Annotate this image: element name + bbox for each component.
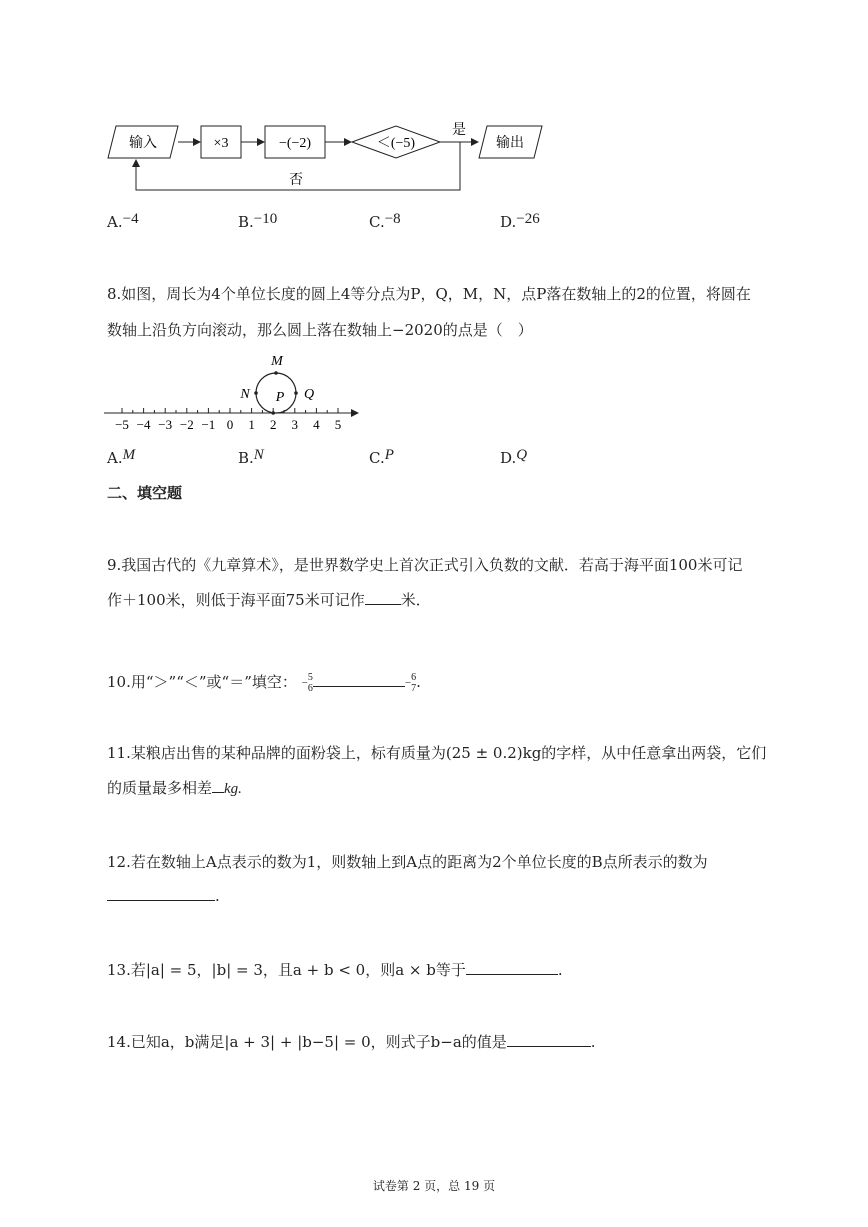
- q10-fraction-2: 6 7: [411, 672, 417, 694]
- times3-label: ×3: [213, 136, 229, 151]
- q14-answer-blank[interactable]: [507, 1032, 591, 1047]
- yes-label: 是: [452, 123, 466, 138]
- q7-option-b: B.−10: [238, 211, 278, 231]
- point-q-dot: [294, 391, 298, 395]
- q13-suffix: .: [557, 961, 563, 979]
- axis-tick-label: −2: [179, 417, 194, 432]
- axis-tick-label: −4: [136, 417, 151, 432]
- output-label: 输出: [496, 136, 524, 151]
- q14-suffix: .: [590, 1033, 596, 1051]
- point-m-label: M: [271, 354, 283, 369]
- axis-tick-label: −1: [201, 417, 216, 432]
- q13-text: 13.若|a| = 5，|b| = 3，且a + b < 0，则a × b等于: [107, 961, 466, 979]
- q12-line2: [107, 886, 220, 906]
- point-p-dot: [271, 411, 275, 415]
- point-q-label: Q: [303, 387, 315, 402]
- q8-option-d: D.Q: [500, 447, 528, 467]
- number-line-figure: [100, 348, 370, 434]
- q11-unit: kg.: [224, 781, 242, 797]
- q11-line1: 11.某粮店出售的某种品牌的面粉袋上，标有质量为(25 ± 0.2)kg的字样，从中任意拿出两袋，它们: [107, 744, 767, 762]
- point-p-label: P: [275, 390, 285, 405]
- axis-tick-label: 0: [226, 417, 234, 432]
- flowchart: [100, 118, 560, 198]
- q14-line: [107, 1032, 596, 1052]
- q10-fraction-1: 5 6: [307, 672, 313, 694]
- point-n-label: N: [240, 387, 250, 402]
- q7-option-a: A.−4: [107, 211, 139, 231]
- q8-option-b: B.N: [238, 447, 264, 467]
- q8-option-c: C.P: [369, 447, 394, 467]
- q10-prefix: 10.用“＞”“＜”或“＝”填空：: [107, 673, 297, 691]
- q11-answer-blank[interactable]: [212, 778, 224, 793]
- q8-line2: 数轴上沿负方向滚动，那么圆上落在数轴上−2020的点是（ ）: [107, 321, 533, 339]
- q11-line2-text: 的质量最多相差: [107, 779, 213, 797]
- no-label: 否: [289, 173, 303, 188]
- axis-tick-label: 2: [269, 417, 277, 432]
- q7-option-d: D.−26: [500, 211, 540, 231]
- axis-tick-label: 5: [334, 417, 342, 432]
- q9-line1: 9.我国古代的《九章算术》，是世界数学史上首次正式引入负数的文献．若高于海平面100米可记: [107, 556, 743, 574]
- axis-tick-label: 3: [291, 417, 299, 432]
- q10-line: 10.用“＞”“＜”或“＝”填空： − 5 6 − 6 7 .: [107, 664, 421, 700]
- q13-line: [107, 960, 563, 980]
- q10-answer-blank[interactable]: [313, 666, 405, 687]
- q9-line2-text: 作＋100米，则低于海平面75米可记作: [107, 591, 365, 609]
- section-title: 二、填空题: [107, 484, 183, 502]
- q12-line2-end: .: [215, 887, 220, 905]
- q9-answer-blank[interactable]: [365, 590, 401, 605]
- q7-option-c: C.−8: [369, 211, 401, 231]
- q14-text: 14.已知a，b满足|a + 3| + |b−5| = 0，则式子b−a的值是: [107, 1033, 507, 1051]
- axis-tick-label: −3: [158, 417, 173, 432]
- q9-line2: [107, 590, 431, 610]
- compare-label: ＜(−5): [376, 136, 416, 151]
- q12-line1: 12.若在数轴上A点表示的数为1，则数轴上到A点的距离为2个单位长度的B点所表示的数为: [107, 853, 708, 871]
- q8-line1: 8.如图，周长为4个单位长度的圆上4等分点为P，Q，M，N，点P落在数轴上的2的位置，将圆在: [107, 285, 751, 303]
- q10-suffix: .: [416, 673, 421, 691]
- q11-line2: [107, 778, 242, 799]
- q12-answer-blank[interactable]: [107, 886, 215, 901]
- q8-option-a: A.M: [107, 447, 136, 467]
- minus-label: −(−2): [278, 136, 312, 151]
- input-label: 输入: [129, 136, 157, 151]
- q9-line2-suffix: 米．: [400, 591, 431, 609]
- q13-answer-blank[interactable]: [466, 960, 558, 975]
- point-m-dot: [274, 371, 278, 375]
- page-footer: 试卷第 2 页，总 19 页: [372, 1179, 496, 1193]
- axis-tick-label: 4: [313, 417, 320, 432]
- axis-tick-label: −5: [115, 417, 129, 432]
- point-n-dot: [254, 391, 258, 395]
- axis-tick-label: 1: [248, 417, 255, 432]
